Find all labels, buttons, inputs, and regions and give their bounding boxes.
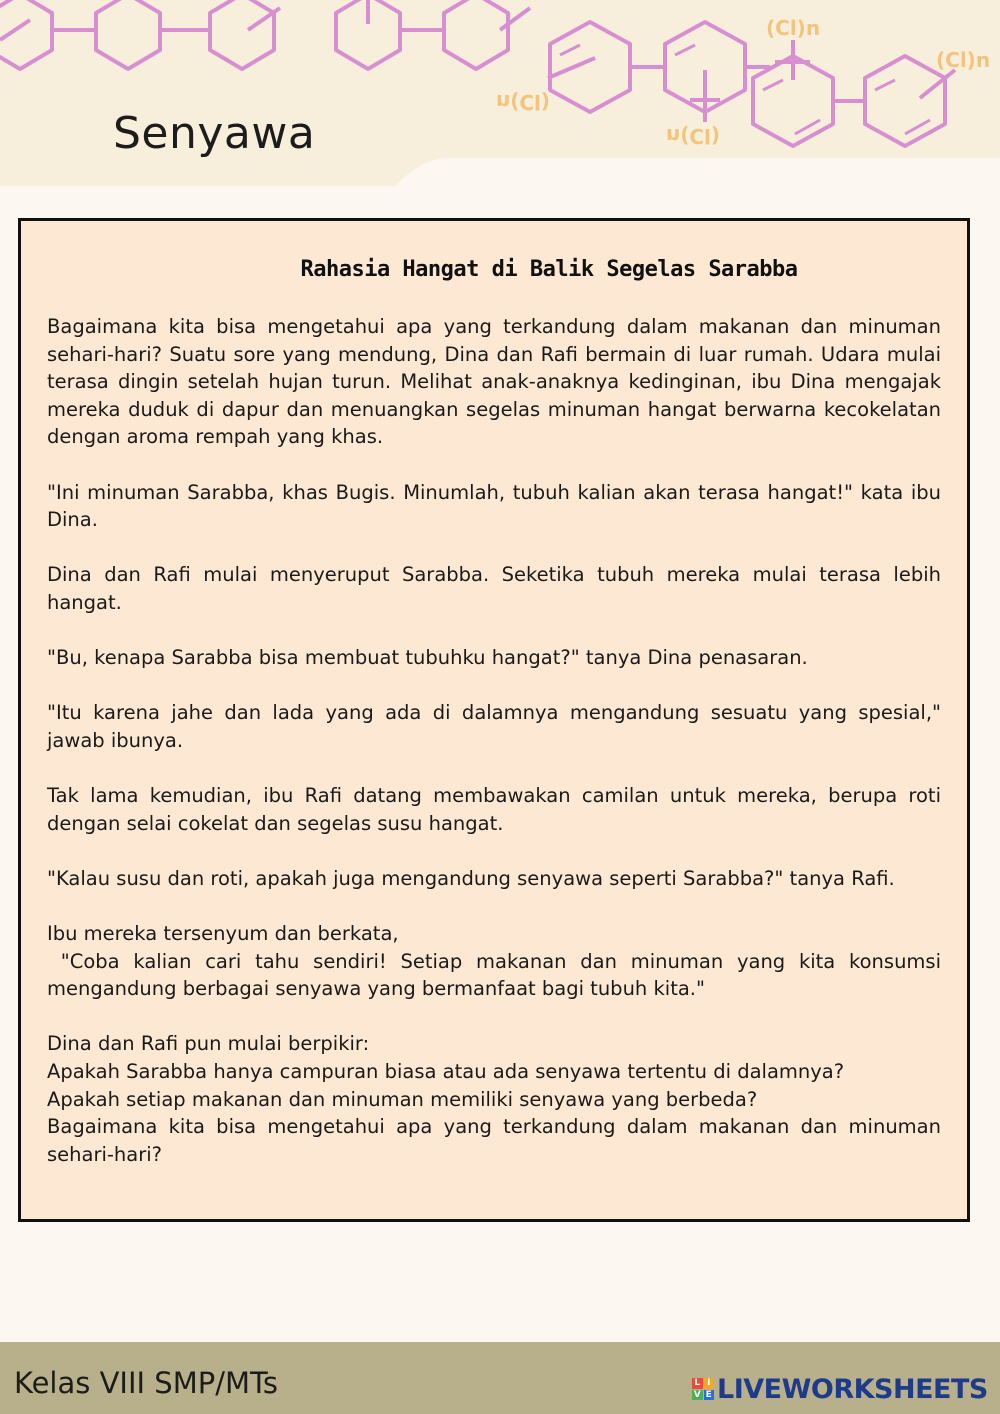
formula-label: (Cl)n <box>766 16 821 40</box>
formula-label: (Cl)n <box>936 48 991 72</box>
story-question: Apakah Sarabba hanya campuran biasa atau ada senyawa tertentu di dalamnya? <box>47 1060 845 1084</box>
liveworksheets-logo-icon: L I V E <box>692 1378 714 1400</box>
story-paragraph: "Ini minuman Sarabba, khas Bugis. Minumlah, tubuh kalian akan terasa hangat!" kata ibu Dina. <box>47 480 941 532</box>
footer-class-label: Kelas VIII SMP/MTs <box>14 1366 279 1400</box>
formula-label: n(Cl) <box>496 90 551 114</box>
page-title: Senyawa <box>113 108 316 159</box>
story-question: Bagaimana kita bisa mengetahui apa yang terkandung dalam makanan dan minuman sehari-hari? <box>47 1115 941 1166</box>
story-paragraph: Bagaimana kita bisa mengetahui apa yang terkandung dalam makanan dan minuman sehari-hari? Suatu sore yang mendung, Dina dan Rafi bermain di luar rumah. Udara mulai terasa dingin setelah hujan turun. Melihat anak-anaknya kedinginan, ibu Dina mengajak mereka duduk di dapur dan menuangkan segelas minuman hangat berwarna kecokelatan dengan aroma rempah yang khas. <box>47 315 941 449</box>
story-paragraph: "Bu, kenapa Sarabba bisa membuat tubuhku hangat?" tanya Dina penasaran. <box>47 646 808 670</box>
story-paragraph: Dina dan Rafi mulai menyeruput Sarabba. Seketika tubuh mereka mulai terasa lebih hangat. <box>47 563 941 614</box>
formula-label: n(Cl) <box>666 124 721 148</box>
story-paragraph: "Coba kalian cari tahu sendiri! Setiap makanan dan minuman yang kita konsumsi mengandung berbagai senyawa yang bermanfaat bagi tubuh kita." <box>47 949 948 1001</box>
story-paragraph: "Itu karena jahe dan lada yang ada di dalamnya mengandung sesuatu yang spesial," jawab ibunya. <box>47 701 941 752</box>
story-box <box>18 218 970 1222</box>
story-body <box>47 313 948 1168</box>
brand-text: LIVEWORKSHEETS <box>717 1373 988 1405</box>
story-paragraph: "Kalau susu dan roti, apakah juga mengandung senyawa seperti Sarabba?" tanya Rafi. <box>47 866 895 890</box>
story-title: Rahasia Hangat di Balik Segelas Sarabba <box>300 257 798 282</box>
story-paragraph: Tak lama kemudian, ibu Rafi datang membawakan camilan untuk mereka, berupa roti dengan selai cokelat dan segelas susu hangat. <box>47 784 941 835</box>
story-question: Apakah setiap makanan dan minuman memiliki senyawa yang berbeda? <box>47 1087 758 1111</box>
story-paragraph: Ibu mereka tersenyum dan berkata, <box>47 922 399 946</box>
liveworksheets-brand[interactable] <box>692 1372 988 1406</box>
story-paragraph: Dina dan Rafi pun mulai berpikir: <box>47 1032 370 1056</box>
